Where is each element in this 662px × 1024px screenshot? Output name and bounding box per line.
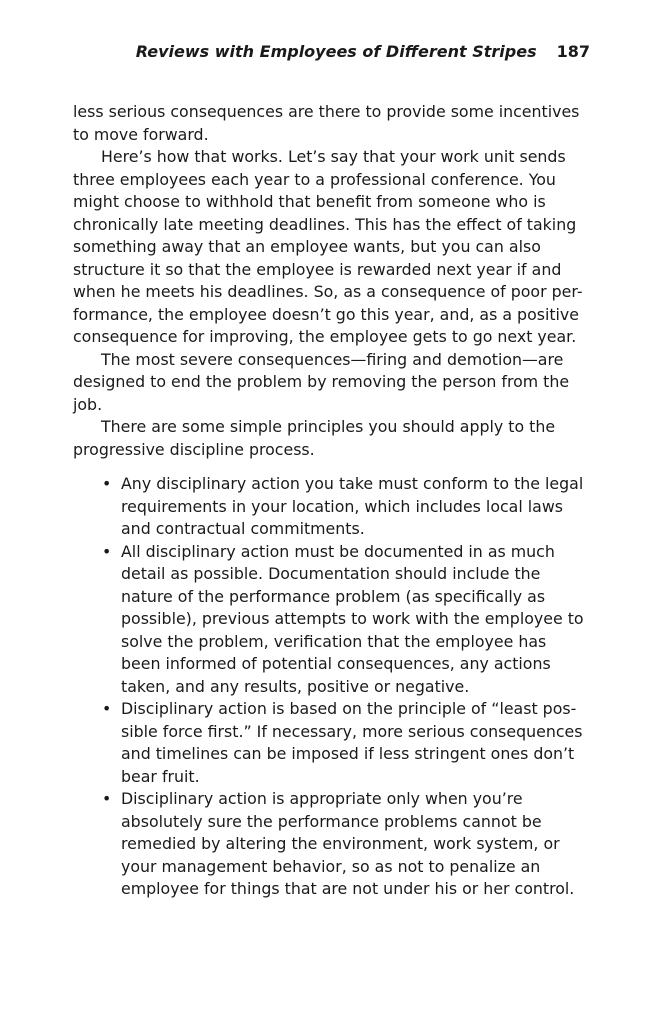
list-item — [102, 541, 589, 699]
list-item-text: Any disciplinary action you take must conform to the legal requirements in your location, which includes local laws and contractual commitments. — [121, 474, 584, 538]
list-item-text: All disciplinary action must be documented in as much detail as possible. Documentation should include the nature of the performance problem (as specifically as possible), previous attempts to work with the employee to solve the problem, verification that the employee has been informed of potential consequences, any actions taken, and any results, positive or negative. — [121, 541, 584, 696]
paragraph-continued: less serious consequences are there to provide some incentives to move forward. — [73, 102, 580, 144]
body-text — [73, 101, 589, 901]
paragraph-example: Here’s how that works. Let’s say that your work unit sends three employees each year to a professional conference. You might choose to withhold that benefit from someone who is chronically late meeting deadlines. This has the effect of taking something away that an employee wants, but you can also structure it so that the employee is rewarded next year if and when he meets his deadlines. So, as a consequence of poor per-formance, the employee doesn’t go this year, and, as a positive consequence for improving, the employee gets to go next year. — [73, 147, 583, 346]
paragraph-principles-intro: There are some simple principles you should apply to the progressive discipline process. — [73, 417, 556, 459]
page-number: 187 — [556, 42, 590, 61]
list-item — [102, 698, 589, 788]
bullet-icon: • — [102, 699, 112, 718]
bullet-icon: • — [102, 541, 112, 561]
bullet-icon: • — [102, 474, 112, 493]
bullet-icon: • — [102, 789, 112, 808]
running-head — [100, 40, 590, 64]
list-item — [102, 473, 589, 541]
principles-list — [73, 473, 589, 901]
running-head-title: Reviews with Employees of Different Stripes — [135, 42, 537, 61]
list-item-text: Disciplinary action is appropriate only when you’re absolutely sure the performance problems cannot be remedied by altering the environment, work system, or your management behavior, so as not to penalize an employee for things that are not under his or her control. — [121, 789, 575, 898]
paragraph-severe-consequences: The most severe consequences—firing and demotion—are designed to end the problem by removing the person from the job. — [73, 349, 570, 414]
list-item-text: Disciplinary action is based on the principle of “least pos-sible force first.” If necessary, more serious consequences and timelines can be imposed if less stringent ones don’t bear fruit. — [121, 699, 583, 786]
list-item — [102, 788, 589, 901]
